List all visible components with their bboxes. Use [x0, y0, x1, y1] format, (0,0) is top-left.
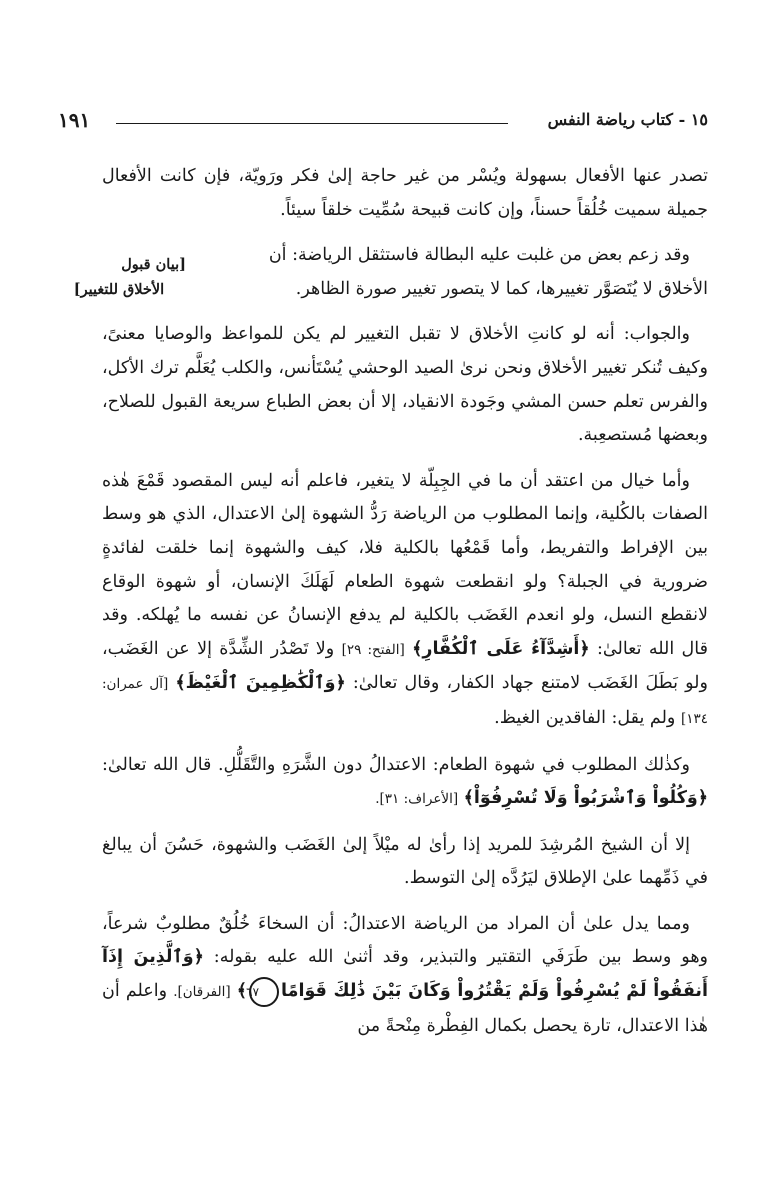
verse-reference-al-imran: [آل عمران: ١٣٤] [102, 676, 708, 727]
page-header [58, 108, 708, 138]
quran-verse-al-imran: ﴿وَٱلْكَٰظِمِينَ ٱلْغَيْظَ﴾ [175, 673, 346, 694]
verse-reference-al-furqan: [الفرقان]. [173, 984, 231, 1001]
quran-verse-close-bracket: ﴾ [236, 981, 248, 1002]
paragraph-7-text-a: ومما يدل علىٰ أن المراد من الرياضة الاعتدالُ: أن السخاءَ خُلُقٌ مطلوبٌ شرعاً، وهو وسط بين طَرَفَي التقتير والتبذير، وقد أثنىٰ الله عليه بقوله: [102, 913, 708, 968]
margin-note-line-1: [بيان قبول [121, 256, 186, 273]
quran-verse-al-furqan: ﴿وَٱلَّذِينَ إِذَآ أَنفَقُواْ لَمْ يُسْرِفُواْ وَلَمْ يَقْتُرُواْ وَكَانَ بَيْنَ ذَٰلِكَ قَوَامًا [102, 947, 708, 1002]
chapter-title: ١٥ - كتاب رياضة النفس [547, 110, 708, 129]
paragraph-5 [102, 749, 708, 817]
paragraph-2-first-line: وقد زعم بعض من غلبت عليه البطالة فاستثقل الرياضة: أن [268, 245, 690, 266]
paragraph-2-second-line: الأخلاق لا يُتَصَوَّر تغييرها، كما لا يتصور تغيير صورة الظاهر. [295, 278, 708, 299]
paragraph-6: إلا أن الشيخ المُرشِدَ للمريد إذا رأىٰ له ميْلاً إلىٰ الغَضَب والشهوة، حَسُنَ أن يبالغ في ذَمِّهما علىٰ الإطلاق ليَرُدَّه إلىٰ التوسط. [102, 834, 708, 889]
paragraph-1: تصدر عنها الأفعال بسهولة ويُسْر من غير حاجة إلىٰ فكر ورَويّة، فإن كانت الأفعال جميلة سميت خُلُقاً حسناً، وإن كانت قبيحة سُمِّيت خلقاً سيئاً. [102, 166, 708, 220]
page-number: ١٩١ [58, 108, 91, 132]
header-rule [116, 123, 508, 124]
quran-verse-al-fath: ﴿أَشِدَّآءُ عَلَى ٱلْكُفَّارِ﴾ [412, 638, 590, 659]
paragraph-3: والجواب: أنه لو كانتِ الأخلاق لا تقبل التغيير لم يكن للمواعظ والوصايا معنىً، وكيف تُنكر تغيير الأخلاق ونحن نرىٰ الصيد الوحشي يُسْتَأنس، والكلب يُعَلَّم ترك الأكل، والفرس تعلم حسن المشي وجَودة الانقياد، إلا أن بعض الطباع سريعة القبول للصلاح، وبعضها مُستصعِبة. [102, 324, 708, 446]
verse-reference-al-fath: [الفتح: ٢٩] [341, 641, 405, 658]
paragraph-7 [102, 908, 708, 1043]
paragraph-4 [102, 465, 708, 737]
paragraph-7-text-b: واعلم أن هٰذا الاعتدال، تارة يحصل بكمال الفِطْرة مِنْحةً من [102, 981, 708, 1036]
ayah-number-marker: ٦٧ [249, 977, 279, 1007]
margin-note-line-2: الأخلاق للتغيير] [73, 281, 165, 298]
paragraph-4-text-b: ولا تَصْدُر الشِّدَّة إلا عن الغَضَب، ولو بَطَلَ الغَضَب لامتنع جهاد الكفار، وقال تعالىٰ: [102, 638, 708, 694]
quran-verse-al-araf: ﴿وَكُلُواْ وَٱشْرَبُواْ وَلَا تُسْرِفُوٓاْ﴾ [463, 788, 708, 809]
paragraph-4-text-a: وأما خيال من اعتقد أن ما في الجِبِلّة لا يتغير، فاعلم أنه ليس المقصود قَمْعَ هٰذه الصفات بالكُلية، وإنما المطلوب من الرياضة رَدُّ الشهوة إلىٰ الاعتدال، الذي هو وسط بين الإفراط والتفريط، وأما قَمْعُها بالكلية فلا، كيف والشهوة إنما خلقت لفائدةٍ ضرورية في الجبلة؟ ولو انقطعت شهوة الطعام لَهَلَكَ الإنسان، أو شهوة الوقاع لانقطع النسل، ولو انعدم الغَضَب بالكلية لم يدفع الإنسانُ عن نفسه ما يُهلكه. وقد قال الله تعالىٰ: [102, 470, 708, 659]
paragraph-4-text-c: ولم يقل: الفاقدين الغيظ. [494, 707, 676, 728]
page-body [102, 160, 708, 1055]
verse-reference-al-araf: [الأعراف: ٣١]. [375, 791, 459, 808]
paragraph-5-text: وكذٰلك المطلوب في شهوة الطعام: الاعتدالُ دون الشَّرَهِ والتَّقَلُّلِ. قال الله تعالىٰ: [102, 754, 690, 775]
